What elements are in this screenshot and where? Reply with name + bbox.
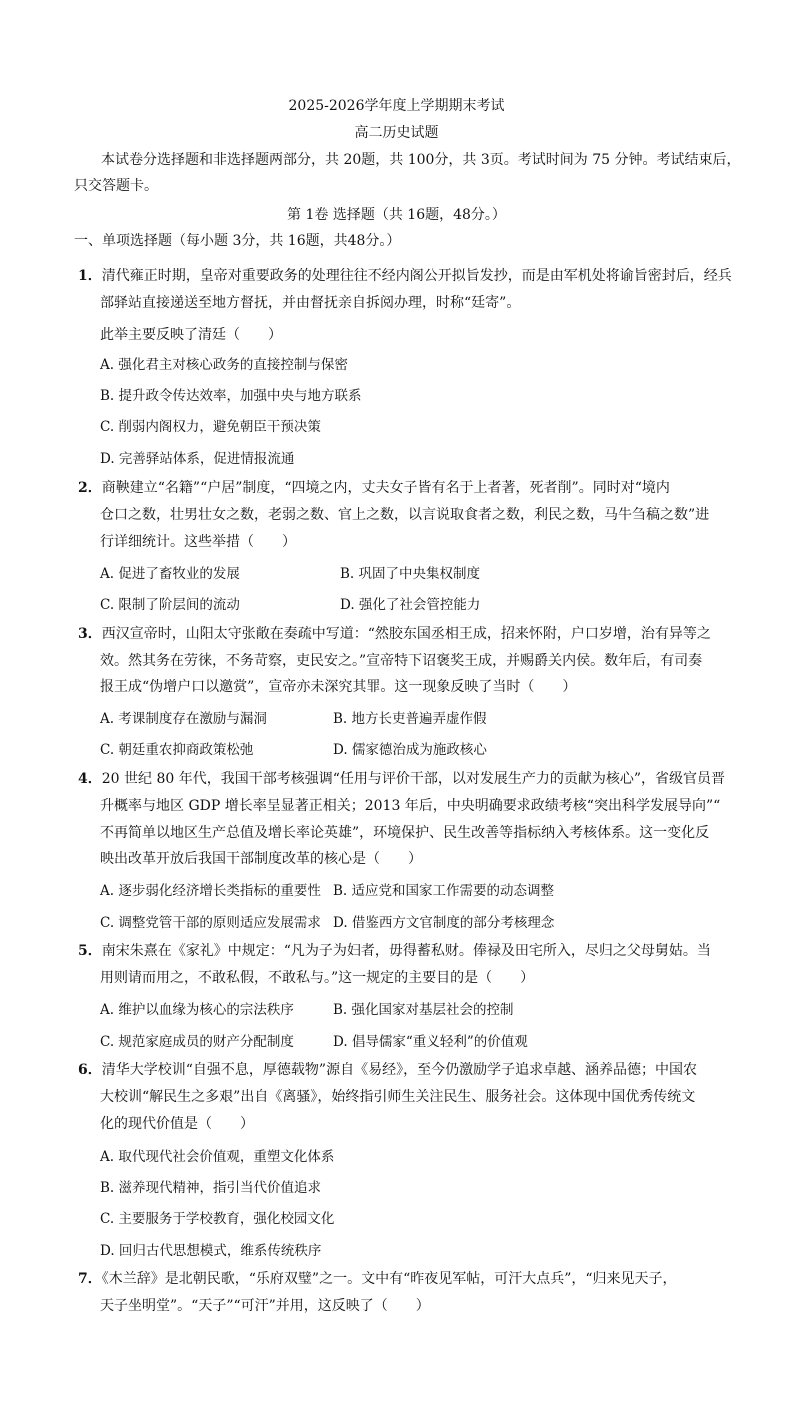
option-d: D. 借鉴西方文官制度的部分考核理念 xyxy=(333,915,555,931)
intro-line-2: 只交答题卡。 xyxy=(74,178,158,194)
question-text: 清华大学校训“自强不息，厚德载物”源自《易经》，至今仍激励学子追求卓越、涵养品德；中国农 xyxy=(101,1062,698,1078)
question-number: 4． xyxy=(78,771,102,787)
exam-title: 2025-2026学年度上学期期末考试 xyxy=(288,98,505,114)
question-text: 商鞅建立“名籍”“户居”制度，“四境之内，丈夫女子皆有名于上者著，死者削”。同时对“境内 xyxy=(101,480,670,496)
question-7 xyxy=(78,1269,677,1289)
option-b: B. 巩固了中央集权制度 xyxy=(340,566,481,582)
question-4 xyxy=(78,769,725,789)
question-text: 大校训“解民生之多艰”出自《离骚》，始终指引师生关注民生、服务社会。这体现中国优秀传统文 xyxy=(100,1089,696,1105)
option-c: C. 规范家庭成员的财产分配制度 xyxy=(100,1034,294,1050)
option-d: D. 强化了社会管控能力 xyxy=(340,597,481,613)
subject-title: 高二历史试题 xyxy=(354,125,439,141)
question-stem: 此举主要反映了清廷（ ） xyxy=(100,327,282,343)
intro-line-1: 本试卷分选择题和非选择题两部分，共 20题，共 100分，共 3页。考试时间为 75 分钟。考试结束后， xyxy=(101,152,741,168)
question-number: 7． xyxy=(78,1271,102,1287)
question-3 xyxy=(78,624,711,644)
question-1 xyxy=(78,266,732,286)
section-title: 一、单项选择题（每小题 3分，共 16题，共48分。） xyxy=(74,233,401,249)
question-text: 南宋朱熹在《家礼》中规定：“凡为子为妇者，毋得蓄私财。俸禄及田宅所入，尽归之父母舅姑。当 xyxy=(101,943,711,959)
option-d: D. 儒家德治成为施政核心 xyxy=(333,742,487,758)
option-c: C. 主要服务于学校教育，强化校园文化 xyxy=(100,1211,335,1227)
question-text: 用则请而用之，不敢私假，不敢私与。”这一规定的主要目的是（ ） xyxy=(100,970,535,986)
question-text: 不再简单以地区生产总值及增长率论英雄”，环境保护、民生改善等指标纳入考核体系。这一变化反 xyxy=(100,825,710,841)
question-number: 2． xyxy=(78,480,102,496)
question-text: 天子坐明堂”。“天子”“可汗”并用，这反映了（ ） xyxy=(100,1298,430,1314)
option-b: B. 适应党和国家工作需要的动态调整 xyxy=(333,883,555,899)
question-text: 行详细统计。这些举措（ ） xyxy=(100,534,296,550)
option-c: C. 削弱内阁权力，避免朝臣干预决策 xyxy=(100,419,321,435)
question-text: 部驿站直接递送至地方督抚，并由督抚亲自拆阅办理，时称“廷寄”。 xyxy=(100,295,521,311)
question-text: 西汉宣帝时，山阳太守张敞在奏疏中写道：“然胶东国丞相王成，招来怀附，户口岁增，治有异等之 xyxy=(101,626,711,642)
option-c: C. 朝廷重农抑商政策松弛 xyxy=(100,742,254,758)
question-text: 化的现代价值是（ ） xyxy=(100,1116,254,1132)
question-number: 1． xyxy=(78,268,102,284)
question-5 xyxy=(78,941,711,961)
question-number: 6． xyxy=(78,1062,102,1078)
question-number: 5． xyxy=(78,943,102,959)
option-a: A. 维护以血缘为核心的宗法秩序 xyxy=(100,1002,294,1018)
option-d: D. 回归古代思想模式，维系传统秩序 xyxy=(100,1243,322,1259)
question-text: 《木兰辞》是北朝民歌，“乐府双璧”之一。文中有“昨夜见军帖，可汗大点兵”，“归来见天子， xyxy=(101,1271,677,1287)
question-6 xyxy=(78,1060,697,1080)
option-b: B. 强化国家对基层社会的控制 xyxy=(333,1002,514,1018)
question-2 xyxy=(78,478,670,498)
option-a: A. 考课制度存在激励与漏洞 xyxy=(100,711,267,727)
option-b: B. 地方长吏普遍弄虚作假 xyxy=(333,711,487,727)
question-text: 升概率与地区 GDP 增长率呈显著正相关；2013 年后，中央明确要求政绩考核“突出科学发展导向”“ xyxy=(100,798,721,814)
option-b: B. 滋养现代精神，指引当代价值追求 xyxy=(100,1180,322,1196)
option-a: A. 强化君主对核心政务的直接控制与保密 xyxy=(100,357,348,373)
question-text: 清代雍正时期，皇帝对重要政务的处理往往不经内阁公开拟旨发抄，而是由军机处将谕旨密封后，经兵 xyxy=(101,268,732,284)
question-text: 映出改革开放后我国干部制度改革的核心是（ ） xyxy=(100,851,422,867)
option-b: B. 提升政令传达效率，加强中央与地方联系 xyxy=(100,388,362,404)
option-a: A. 促进了畜牧业的发展 xyxy=(100,566,240,582)
part-title: 第 1卷 选择题（共 16题，48分。） xyxy=(287,207,506,223)
option-c: C. 调整党管干部的原则适应发展需求 xyxy=(100,915,321,931)
question-number: 3． xyxy=(78,626,102,642)
question-text: 仓口之数，壮男壮女之数，老弱之数、官上之数，以言说取食者之数，利民之数，马牛刍稿之数”进 xyxy=(100,507,710,523)
option-a: A. 逐步弱化经济增长类指标的重要性 xyxy=(100,883,321,899)
option-c: C. 限制了阶层间的流动 xyxy=(100,597,240,613)
option-d: D. 倡导儒家“重义轻利”的价值观 xyxy=(333,1034,528,1050)
question-text: 报王成“伪增户口以邀赏”，宣帝亦未深究其罪。这一现象反映了当时（ ） xyxy=(100,679,577,695)
option-d: D. 完善驿站体系，促进情报流通 xyxy=(100,451,295,467)
question-text: 20 世纪 80 年代，我国干部考核强调“任用与评价干部，以对发展生产力的贡献为核心”，省级官员晋 xyxy=(101,771,726,787)
option-a: A. 取代现代社会价值观，重塑文化体系 xyxy=(100,1149,335,1165)
question-text: 效。然其务在劳徕，不务苛察，吏民安之。”宣帝特下诏褒奖王成，并赐爵关内侯。数年后，有司奏 xyxy=(100,653,703,669)
